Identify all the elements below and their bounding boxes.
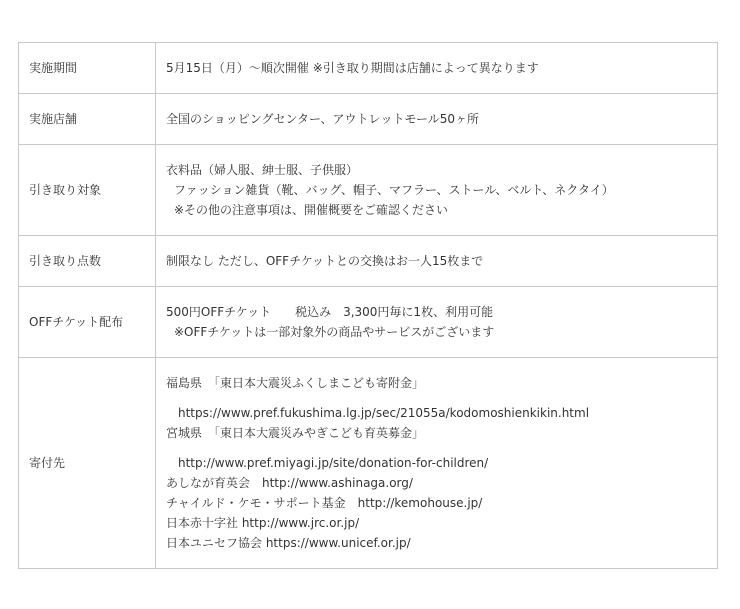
row-value	[156, 236, 718, 287]
donation-miyagi: 宮城県 「東日本大震災みやぎこども育英募金」	[166, 426, 425, 440]
row-value	[156, 43, 718, 94]
target-fashion-goods: ファッション雑貨（靴、バッグ、帽子、マフラー、ストール、ベルト、ネクタイ）	[174, 183, 614, 197]
donation-ashinaga[interactable]: あしなが育英会 http://www.ashinaga.org/	[166, 476, 413, 490]
row-value	[156, 145, 718, 236]
row-value	[156, 358, 718, 569]
target-note: ※その他の注意事項は、開催概要をご確認ください	[174, 203, 449, 217]
row-stores	[19, 94, 718, 145]
period-text: 5月15日（月）～順次開催 ※引き取り期間は店舗によって異なります	[166, 61, 539, 75]
row-label: 実施期間	[19, 43, 156, 94]
row-label: OFFチケット配布	[19, 287, 156, 358]
row-value	[156, 287, 718, 358]
donation-unicef[interactable]: 日本ユニセフ協会 https://www.unicef.or.jp/	[166, 536, 411, 550]
row-quantity	[19, 236, 718, 287]
row-target-items	[19, 145, 718, 236]
row-value	[156, 94, 718, 145]
info-table	[18, 42, 718, 569]
row-label: 引き取り点数	[19, 236, 156, 287]
donation-miyagi-link[interactable]: http://www.pref.miyagi.jp/site/donation-for-children/	[178, 456, 489, 470]
quantity-text: 制限なし ただし、OFFチケットとの交換はお一人15枚まで	[166, 254, 484, 268]
donation-red-cross[interactable]: 日本赤十字社 http://www.jrc.or.jp/	[166, 516, 360, 530]
target-clothing: 衣料品（婦人服、紳士服、子供服）	[166, 163, 359, 177]
stores-text: 全国のショッピングセンター、アウトレットモール50ヶ所	[166, 112, 479, 126]
donation-child-chemo[interactable]: チャイルド・ケモ・サポート基金 http://kemohouse.jp/	[166, 496, 483, 510]
row-period	[19, 43, 718, 94]
off-ticket-text: 500円OFFチケット 税込み 3,300円毎に1枚、利用可能	[166, 305, 494, 319]
donation-fukushima-link[interactable]: https://www.pref.fukushima.lg.jp/sec/21055a/kodomoshienkikin.html	[178, 406, 590, 420]
off-ticket-note: ※OFFチケットは一部対象外の商品やサービスがございます	[174, 325, 495, 339]
donation-fukushima: 福島県 「東日本大震災ふくしまこども寄附金」	[166, 376, 425, 390]
row-label: 実施店舗	[19, 94, 156, 145]
row-label: 引き取り対象	[19, 145, 156, 236]
row-off-ticket	[19, 287, 718, 358]
row-label: 寄付先	[19, 358, 156, 569]
row-donation	[19, 358, 718, 569]
